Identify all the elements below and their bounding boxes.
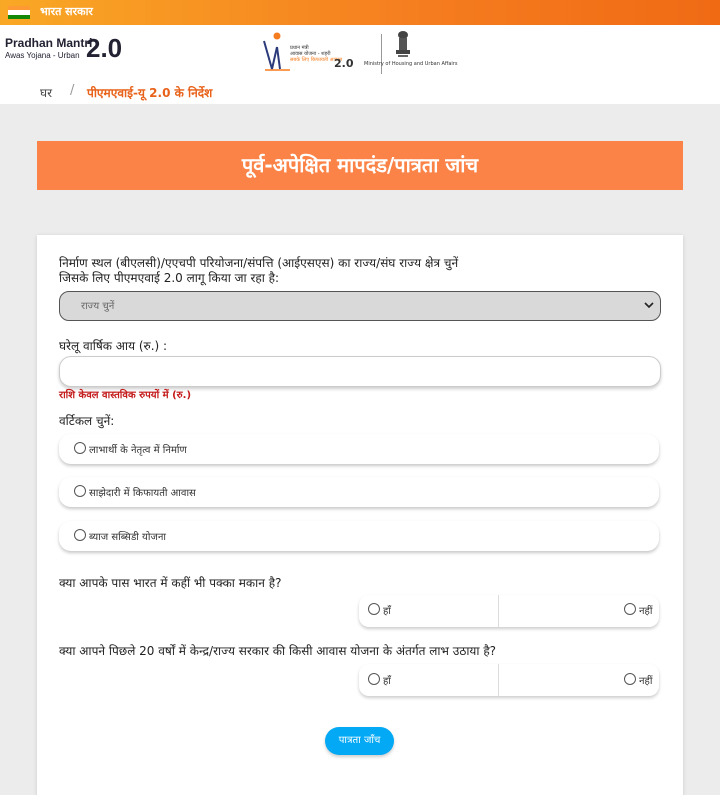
vertical-option-blc[interactable] <box>59 434 659 464</box>
breadcrumb-current: पीएमएवाई-यू 2.0 के निर्देश <box>87 86 213 100</box>
page-title: पूर्व-अपेक्षित मापदंड/पात्रता जांच <box>37 141 683 190</box>
no-radio-icon[interactable] <box>624 673 636 685</box>
breadcrumb-separator: / <box>70 83 75 98</box>
ministry-label: Ministry of Housing and Urban Affairs <box>364 61 458 67</box>
yes-label: हाँ <box>383 676 391 687</box>
india-flag-icon <box>8 6 30 19</box>
government-label: भारत सरकार <box>40 5 93 18</box>
vertical-option-ahp[interactable] <box>59 477 659 507</box>
income-label: घरेलू वार्षिक आय (रु.) : <box>59 339 168 353</box>
logo-text-line2: आवास योजना - शहरी <box>290 51 331 57</box>
chevron-down-icon <box>644 300 654 310</box>
vertical-option-label: साझेदारी में किफायती आवास <box>89 488 196 499</box>
house-logo-icon <box>262 31 292 71</box>
radio-circle-icon[interactable] <box>74 485 86 497</box>
state-label-line1: निर्माण स्थल (बीएलसी)/एएचपी परियोजना/संपत्ति (आईएसएस) का राज्य/संघ राज्य क्षेत्र चुनें <box>59 256 459 270</box>
option-divider <box>498 664 499 696</box>
question-previous-benefit: क्या आपने पिछले 20 वर्षों में केन्द्र/राज्य सरकार की किसी आवास योजना के अंतर्गत लाभ उठाया है? <box>59 644 497 658</box>
logo-text-line3: सबके लिए किफायती आवास <box>290 57 343 63</box>
no-radio-icon[interactable] <box>624 603 636 615</box>
national-emblem-icon <box>392 29 414 61</box>
state-select[interactable] <box>59 291 661 321</box>
brand-logo[interactable] <box>5 36 92 60</box>
vertical-option-iss[interactable] <box>59 521 659 551</box>
logo-version: 2.0 <box>334 57 354 70</box>
vertical-option-label: ब्याज सब्सिडी योजना <box>89 532 167 543</box>
state-label-line2: जिसके लिए पीएमएवाई 2.0 लागू किया जा रहा है: <box>59 271 280 285</box>
breadcrumb <box>0 80 720 104</box>
vertical-option-label: लाभार्थी के नेतृत्व में निर्माण <box>89 445 187 456</box>
state-select-placeholder: राज्य चुनें <box>81 301 115 312</box>
check-eligibility-button[interactable]: पात्रता जाँच <box>325 727 394 755</box>
vertical-label: वर्टिकल चुनें: <box>59 414 115 428</box>
brand-version: 2.0 <box>86 33 123 63</box>
brand-subtitle: Awas Yojana - Urban <box>5 51 80 60</box>
radio-circle-icon[interactable] <box>74 529 86 541</box>
header-divider <box>381 34 382 74</box>
site-header <box>0 25 720 80</box>
no-label: नहीं <box>639 606 653 617</box>
option-divider <box>498 595 499 627</box>
income-hint: राशि केवल वास्तविक रुपयों में (रु.) <box>59 390 192 401</box>
no-label: नहीं <box>639 676 653 687</box>
yes-radio-icon[interactable] <box>368 673 380 685</box>
yes-radio-icon[interactable] <box>368 603 380 615</box>
logo-text-line1: प्रधान मंत्री <box>290 45 309 51</box>
state-label <box>59 256 458 286</box>
radio-circle-icon[interactable] <box>74 442 86 454</box>
brand-title: Pradhan Mantri <box>5 36 93 50</box>
pmay-logo <box>262 31 362 75</box>
pucca-house-options <box>359 595 659 627</box>
previous-benefit-options <box>359 664 659 696</box>
yes-label: हाँ <box>383 606 391 617</box>
question-pucca-house: क्या आपके पास भारत में कहीं भी पक्का मकान है? <box>59 576 282 590</box>
income-input[interactable] <box>59 356 661 387</box>
government-top-bar <box>0 0 720 25</box>
breadcrumb-home[interactable]: घर <box>40 86 53 100</box>
eligibility-form <box>37 235 683 795</box>
